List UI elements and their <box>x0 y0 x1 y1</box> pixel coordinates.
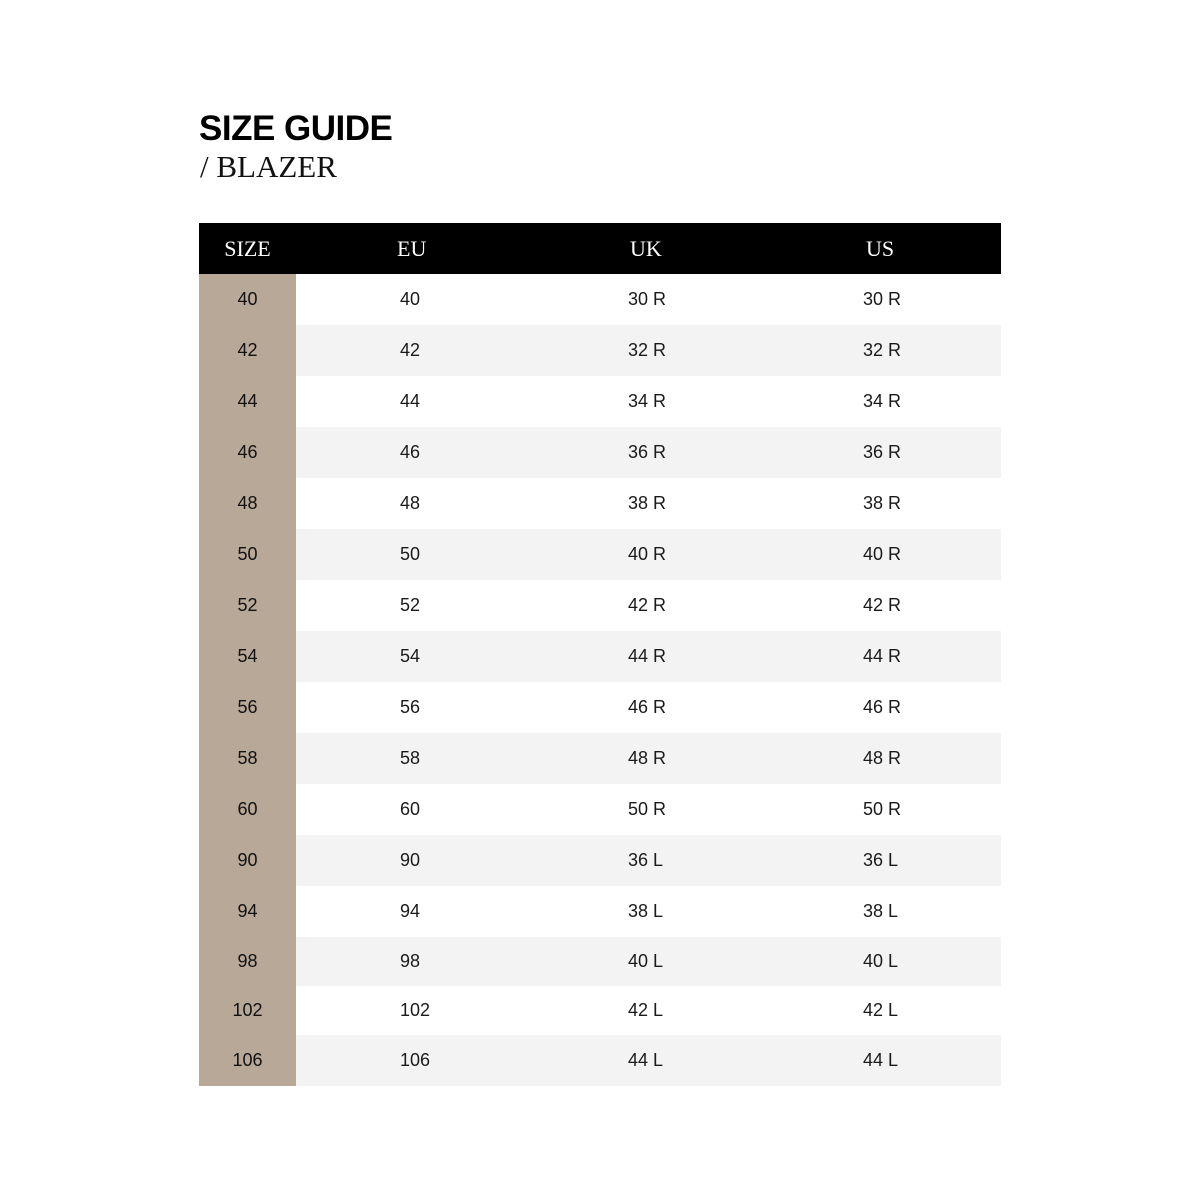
size-cell: 94 <box>199 886 296 937</box>
table-row <box>199 274 1001 325</box>
eu-cell: 106 <box>296 1035 531 1086</box>
uk-cell: 50 R <box>531 784 766 835</box>
table-row <box>199 376 1001 427</box>
us-cell: 30 R <box>766 274 1001 325</box>
us-cell: 34 R <box>766 376 1001 427</box>
uk-cell: 48 R <box>531 733 766 784</box>
eu-cell: 44 <box>296 376 531 427</box>
column-header-eu: EU <box>397 235 427 261</box>
eu-cell: 52 <box>296 580 531 631</box>
uk-cell: 36 R <box>531 427 766 478</box>
table-row <box>199 631 1001 682</box>
table-row <box>199 733 1001 784</box>
uk-cell: 44 L <box>531 1035 766 1086</box>
uk-cell: 40 L <box>531 937 766 986</box>
us-cell: 38 R <box>766 478 1001 529</box>
eu-cell: 42 <box>296 325 531 376</box>
uk-cell: 42 L <box>531 986 766 1035</box>
size-cell: 44 <box>199 376 296 427</box>
table-row <box>199 784 1001 835</box>
uk-cell: 38 L <box>531 886 766 937</box>
size-cell: 58 <box>199 733 296 784</box>
eu-cell: 40 <box>296 274 531 325</box>
size-cell: 48 <box>199 478 296 529</box>
eu-cell: 54 <box>296 631 531 682</box>
table-row <box>199 580 1001 631</box>
us-cell: 48 R <box>766 733 1001 784</box>
table-row <box>199 427 1001 478</box>
column-header-size: SIZE <box>224 235 271 261</box>
column-header-us: US <box>866 235 895 261</box>
size-cell: 102 <box>199 986 296 1035</box>
eu-cell: 60 <box>296 784 531 835</box>
us-cell: 44 R <box>766 631 1001 682</box>
eu-cell: 48 <box>296 478 531 529</box>
uk-cell: 46 R <box>531 682 766 733</box>
table-row <box>199 886 1001 937</box>
us-cell: 36 R <box>766 427 1001 478</box>
eu-cell: 90 <box>296 835 531 886</box>
size-guide-table <box>199 223 1001 1086</box>
eu-cell: 50 <box>296 529 531 580</box>
uk-cell: 36 L <box>531 835 766 886</box>
us-cell: 42 L <box>766 986 1001 1035</box>
size-cell: 54 <box>199 631 296 682</box>
size-cell: 40 <box>199 274 296 325</box>
uk-cell: 40 R <box>531 529 766 580</box>
eu-cell: 94 <box>296 886 531 937</box>
uk-cell: 38 R <box>531 478 766 529</box>
uk-cell: 30 R <box>531 274 766 325</box>
uk-cell: 44 R <box>531 631 766 682</box>
table-header-row <box>199 223 1001 274</box>
size-cell: 42 <box>199 325 296 376</box>
eu-cell: 102 <box>296 986 531 1035</box>
table-row <box>199 986 1001 1035</box>
table-row <box>199 478 1001 529</box>
uk-cell: 42 R <box>531 580 766 631</box>
eu-cell: 58 <box>296 733 531 784</box>
uk-cell: 32 R <box>531 325 766 376</box>
eu-cell: 98 <box>296 937 531 986</box>
uk-cell: 34 R <box>531 376 766 427</box>
table-row <box>199 1035 1001 1086</box>
eu-cell: 46 <box>296 427 531 478</box>
column-header-uk: UK <box>630 235 662 261</box>
size-cell: 56 <box>199 682 296 733</box>
size-cell: 46 <box>199 427 296 478</box>
table-row <box>199 682 1001 733</box>
us-cell: 36 L <box>766 835 1001 886</box>
table-row <box>199 835 1001 886</box>
size-cell: 52 <box>199 580 296 631</box>
table-row <box>199 325 1001 376</box>
size-cell: 106 <box>199 1035 296 1086</box>
us-cell: 50 R <box>766 784 1001 835</box>
us-cell: 42 R <box>766 580 1001 631</box>
us-cell: 44 L <box>766 1035 1001 1086</box>
us-cell: 32 R <box>766 325 1001 376</box>
eu-cell: 56 <box>296 682 531 733</box>
page-title: SIZE GUIDE <box>199 109 393 148</box>
us-cell: 38 L <box>766 886 1001 937</box>
size-cell: 50 <box>199 529 296 580</box>
us-cell: 46 R <box>766 682 1001 733</box>
size-cell: 60 <box>199 784 296 835</box>
table-row <box>199 529 1001 580</box>
us-cell: 40 R <box>766 529 1001 580</box>
us-cell: 40 L <box>766 937 1001 986</box>
size-cell: 90 <box>199 835 296 886</box>
table-row <box>199 937 1001 986</box>
page-subtitle: / BLAZER <box>200 149 337 184</box>
size-cell: 98 <box>199 937 296 986</box>
